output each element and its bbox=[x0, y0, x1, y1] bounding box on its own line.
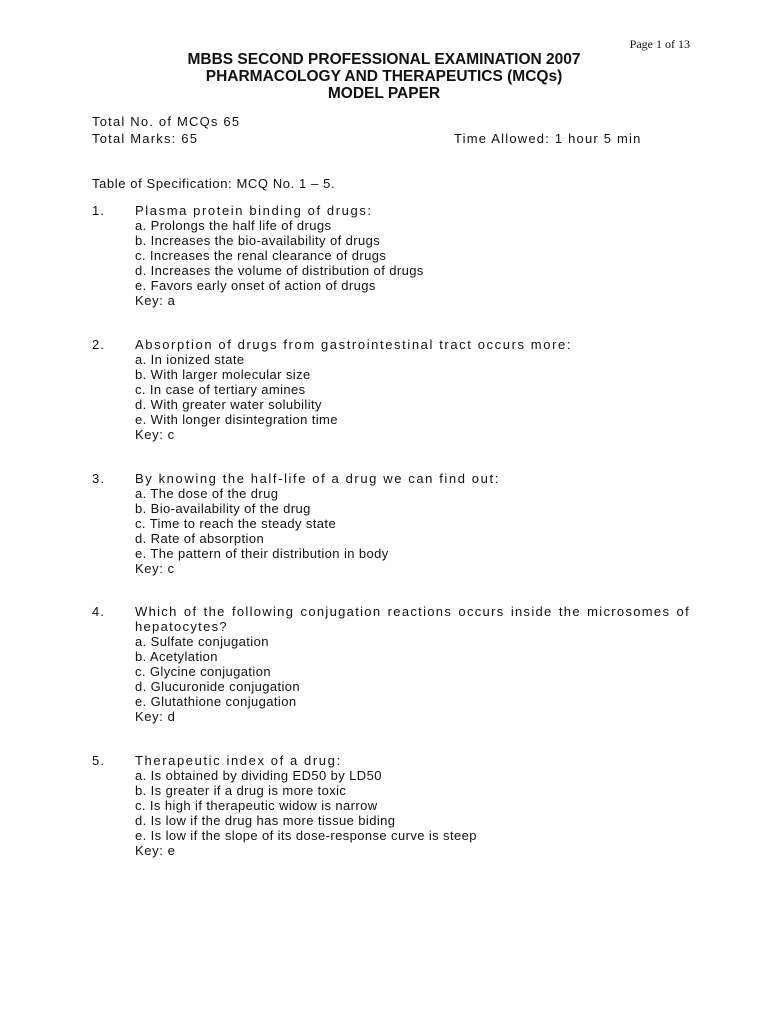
option-b: b. With larger molecular size bbox=[135, 366, 311, 382]
time-allowed: Time Allowed: 1 hour 5 min bbox=[454, 131, 642, 146]
option-list bbox=[135, 219, 690, 308]
option-a: a. The dose of the drug bbox=[135, 486, 279, 501]
question-text: By knowing the half-life of a drug we can find out: bbox=[135, 471, 500, 486]
answer-key: Key: d bbox=[135, 708, 176, 724]
paper-type-title: MODEL PAPER bbox=[327, 85, 441, 102]
page-number: Page 1 of 13 bbox=[629, 37, 690, 51]
question-number: 4. bbox=[92, 604, 106, 619]
option-d: d. Is low if the drug has more tissue biding bbox=[135, 812, 396, 828]
option-d: d. Glucuronide conjugation bbox=[135, 678, 301, 694]
option-b: b. Bio-availability of the drug bbox=[135, 500, 311, 516]
option-c: c. Time to reach the steady state bbox=[135, 515, 337, 531]
question-text: Absorption of drugs from gastrointestinal tract occurs more: bbox=[135, 337, 573, 352]
answer-key: Key: a bbox=[135, 292, 176, 308]
subject-title: PHARMACOLOGY AND THERAPEUTICS (MCQs) bbox=[205, 68, 563, 85]
question-number: 1. bbox=[92, 203, 106, 218]
answer-key: Key: c bbox=[135, 426, 175, 442]
question-text: Which of the following conjugation reactions occurs inside the microsomes of hepatocytes? bbox=[135, 604, 690, 634]
total-mcqs: Total No. of MCQs 65 bbox=[92, 114, 241, 129]
option-a: a. Prolongs the half life of drugs bbox=[135, 218, 332, 233]
option-list bbox=[135, 487, 690, 576]
option-list bbox=[135, 353, 690, 442]
option-c: c. Glycine conjugation bbox=[135, 663, 271, 679]
question-text: Plasma protein binding of drugs: bbox=[135, 203, 373, 218]
option-c: c. Is high if therapeutic widow is narrow bbox=[135, 797, 378, 813]
answer-key: Key: e bbox=[135, 842, 176, 858]
option-b: b. Increases the bio-availability of drugs bbox=[135, 232, 381, 248]
question-number: 5. bbox=[92, 753, 106, 768]
option-d: d. With greater water solubility bbox=[135, 396, 322, 412]
option-b: b. Is greater if a drug is more toxic bbox=[135, 782, 347, 798]
document-header bbox=[0, 51, 768, 102]
option-a: a. Is obtained by dividing ED50 by LD50 bbox=[135, 768, 382, 783]
option-d: d. Increases the volume of distribution of drugs bbox=[135, 262, 424, 278]
option-d: d. Rate of absorption bbox=[135, 530, 265, 546]
option-e: e. Favors early onset of action of drugs bbox=[135, 277, 376, 293]
table-of-specification: Table of Specification: MCQ No. 1 – 5. bbox=[92, 176, 336, 191]
option-e: e. Glutathione conjugation bbox=[135, 693, 297, 709]
option-e: e. The pattern of their distribution in body bbox=[135, 545, 389, 561]
answer-key: Key: c bbox=[135, 560, 175, 576]
option-c: c. In case of tertiary amines bbox=[135, 381, 306, 397]
option-list bbox=[135, 635, 690, 724]
option-e: e. With longer disintegration time bbox=[135, 411, 338, 427]
question-number: 3. bbox=[92, 471, 106, 486]
option-c: c. Increases the renal clearance of drugs bbox=[135, 247, 387, 263]
option-a: a. Sulfate conjugation bbox=[135, 634, 269, 649]
total-marks: Total Marks: 65 bbox=[92, 131, 199, 146]
option-b: b. Acetylation bbox=[135, 648, 218, 664]
question-number: 2. bbox=[92, 337, 106, 352]
option-a: a. In ionized state bbox=[135, 352, 245, 367]
option-list bbox=[135, 769, 690, 858]
question-text: Therapeutic index of a drug: bbox=[135, 753, 342, 768]
option-e: e. Is low if the slope of its dose-response curve is steep bbox=[135, 827, 477, 843]
exam-title: MBBS SECOND PROFESSIONAL EXAMINATION 2007 bbox=[187, 51, 581, 68]
